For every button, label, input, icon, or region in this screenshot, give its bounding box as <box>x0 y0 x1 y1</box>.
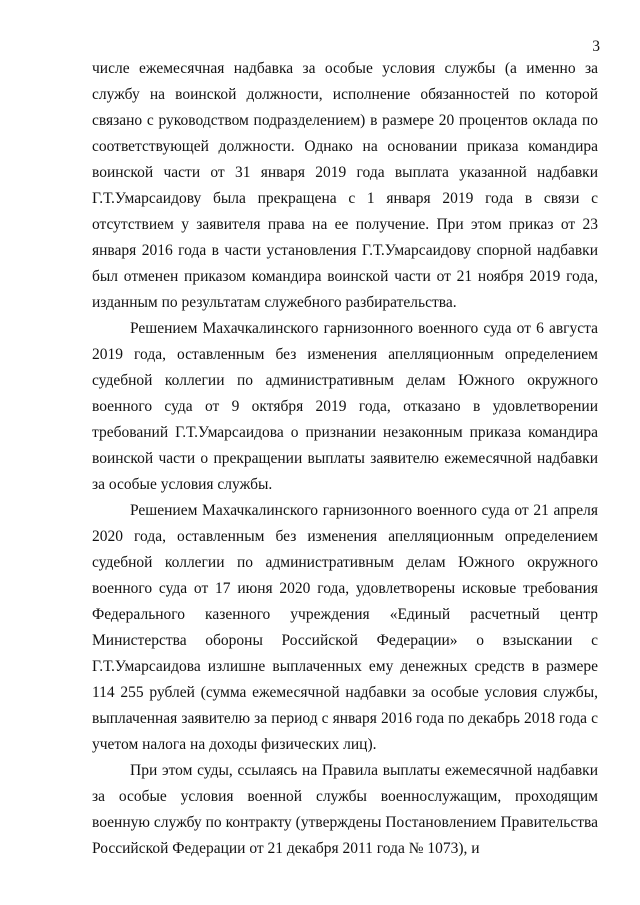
page-number: 3 <box>592 38 600 55</box>
paragraph-continuation: числе ежемесячная надбавка за особые условия службы (а именно за службу на воинской должности, исполнение обязанностей по которой связано с руководством подразделением) в размере 20 процентов оклада по соответствующей должности. Однако на основании приказа командира воинской части от 31 января 2019 года выплата указанной надбавки Г.Т.Умарсаидову была прекращена с 1 января 2019 года в связи с отсутствием у заявителя права на ее получение. При этом приказ от 23 января 2016 года в части установления Г.Т.Умарсаидову спорной надбавки был отменен приказом командира воинской части от 21 ноября 2019 года, изданным по результатам служебного разбирательства. <box>92 60 598 311</box>
paragraph-garrison-court-decision-2020: Решением Махачкалинского гарнизонного военного суда от 21 апреля 2020 года, оставленным без изменения апелляционным определением судебной коллегии по административным делам Южного окружного военного суда от 17 июня 2020 года, удовлетворены исковые требования Федерального казенного учреждения «Единый расчетный центр Министерства обороны Российской Федерации» о взыскании с Г.Т.Умарсаидова излишне выплаченных ему денежных средств в размере 114 255 рублей (сумма ежемесячной надбавки за особые условия службы, выплаченная заявителю за период с января 2016 года по декабрь 2018 года с учетом налога на доходы физических лиц). <box>92 502 598 753</box>
paragraph-courts-reasoning: При этом суды, ссылаясь на Правила выплаты ежемесячной надбавки за особые условия военной службы военнослужащим, проходящим военную службу по контракту (утверждены Постановлением Правительства Российской Федерации от 21 декабря 2011 года № 1073), и <box>92 762 598 857</box>
paragraph-garrison-court-decision-2019: Решением Махачкалинского гарнизонного военного суда от 6 августа 2019 года, оставленным без изменения апелляционным определением судебной коллегии по административным делам Южного окружного военного суда от 9 октября 2019 года, отказано в удовлетворении требований Г.Т.Умарсаидова о признании незаконным приказа командира воинской части о прекращении выплаты заявителю ежемесячной надбавки за особые условия службы. <box>92 320 598 493</box>
document-body <box>92 56 598 862</box>
